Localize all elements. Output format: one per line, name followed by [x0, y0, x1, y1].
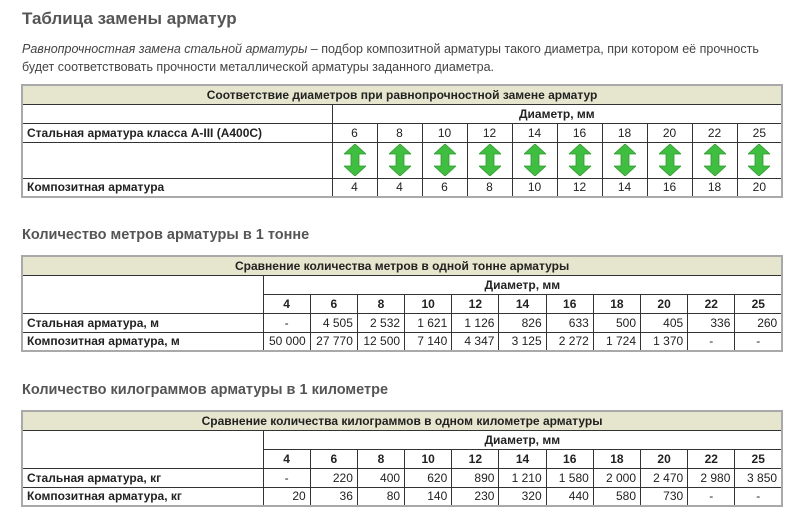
- composite-kg-cell: 20: [263, 487, 310, 506]
- table3-composite-label: Композитная арматура, кг: [22, 487, 263, 506]
- composite-kg-cell: 80: [357, 487, 404, 506]
- double-arrow-vertical-icon: [704, 144, 726, 176]
- steel-diameter-cell: 22: [692, 123, 737, 142]
- steel-kg-cell: 2 980: [688, 468, 735, 487]
- composite-meters-cell: 27 770: [310, 332, 357, 351]
- steel-diameter-cell: 16: [557, 123, 602, 142]
- composite-meters-cell: -: [688, 332, 735, 351]
- steel-diameter-cell: 18: [602, 123, 647, 142]
- double-arrow-vertical-icon: [389, 144, 411, 176]
- steel-diameter-cell: 8: [377, 123, 422, 142]
- steel-meters-cell: 260: [735, 313, 782, 332]
- double-arrow-vertical-icon: [659, 144, 681, 176]
- table2-caption: Сравнение количества метров в одной тонне арматуры: [22, 256, 782, 275]
- table1-caption: Соответствие диаметров при равнопрочностной замене арматур: [22, 85, 782, 104]
- double-arrow-vertical-icon: [524, 144, 546, 176]
- double-arrow-vertical-icon: [434, 144, 456, 176]
- table2-diameter-header: Диаметр, мм: [263, 275, 782, 294]
- diameter-header-cell: 16: [546, 294, 593, 313]
- diameter-header-cell: 16: [546, 449, 593, 468]
- composite-diameter-cell: 4: [332, 178, 377, 197]
- arrow-cell: [737, 142, 782, 178]
- arrow-cell: [602, 142, 647, 178]
- double-arrow-vertical-icon: [748, 144, 770, 176]
- diameter-header-cell: 14: [499, 449, 546, 468]
- steel-meters-cell: 4 505: [310, 313, 357, 332]
- steel-meters-cell: 633: [546, 313, 593, 332]
- steel-diameter-cell: 6: [332, 123, 377, 142]
- arrow-cell: [692, 142, 737, 178]
- composite-diameter-cell: 4: [377, 178, 422, 197]
- composite-kg-cell: 440: [546, 487, 593, 506]
- steel-meters-cell: -: [263, 313, 310, 332]
- steel-kg-cell: 1 210: [499, 468, 546, 487]
- double-arrow-vertical-icon: [344, 144, 366, 176]
- steel-diameter-cell: 10: [422, 123, 467, 142]
- table2-composite-label: Композитная арматура, м: [22, 332, 263, 351]
- composite-diameter-cell: 18: [692, 178, 737, 197]
- diameter-header-cell: 8: [357, 449, 404, 468]
- steel-kg-cell: 2 470: [641, 468, 688, 487]
- double-arrow-vertical-icon: [569, 144, 591, 176]
- composite-meters-cell: 7 140: [405, 332, 452, 351]
- composite-kg-cell: -: [735, 487, 782, 506]
- steel-meters-cell: 405: [641, 313, 688, 332]
- composite-kg-cell: 580: [593, 487, 640, 506]
- composite-meters-cell: 1 724: [593, 332, 640, 351]
- composite-meters-cell: 50 000: [263, 332, 310, 351]
- arrow-cell: [647, 142, 692, 178]
- diameter-header-cell: 25: [735, 294, 782, 313]
- arrow-cell: [557, 142, 602, 178]
- diameter-replacement-table: [21, 84, 783, 198]
- arrow-cell: [422, 142, 467, 178]
- steel-meters-cell: 1 126: [452, 313, 499, 332]
- composite-kg-cell: 320: [499, 487, 546, 506]
- table2-corner-cell: [22, 275, 263, 313]
- diameter-header-cell: 22: [688, 294, 735, 313]
- page-title: Таблица замены арматур: [22, 9, 237, 28]
- composite-meters-cell: 4 347: [452, 332, 499, 351]
- diameter-header-cell: 4: [263, 294, 310, 313]
- composite-kg-cell: 730: [641, 487, 688, 506]
- diameter-header-cell: 18: [593, 294, 640, 313]
- intro-paragraph: [22, 40, 784, 76]
- composite-kg-cell: 230: [452, 487, 499, 506]
- composite-kg-cell: -: [688, 487, 735, 506]
- composite-meters-cell: 2 272: [546, 332, 593, 351]
- table1-corner-cell: [22, 104, 332, 123]
- composite-diameter-cell: 8: [467, 178, 512, 197]
- kg-per-km-table: [21, 410, 783, 507]
- composite-diameter-cell: 10: [512, 178, 557, 197]
- steel-meters-cell: 2 532: [357, 313, 404, 332]
- composite-diameter-cell: 6: [422, 178, 467, 197]
- table3-corner-cell: [22, 430, 263, 468]
- composite-meters-cell: 1 370: [641, 332, 688, 351]
- double-arrow-vertical-icon: [614, 144, 636, 176]
- steel-kg-cell: 2 000: [593, 468, 640, 487]
- diameter-header-cell: 10: [405, 449, 452, 468]
- table3-caption: Сравнение количества килограммов в одном километре арматуры: [22, 411, 782, 430]
- arrow-cell: [512, 142, 557, 178]
- composite-meters-cell: 12 500: [357, 332, 404, 351]
- steel-kg-cell: -: [263, 468, 310, 487]
- table3-steel-label: Стальная арматура, кг: [22, 468, 263, 487]
- table3-diameter-header: Диаметр, мм: [263, 430, 782, 449]
- steel-kg-cell: 890: [452, 468, 499, 487]
- composite-kg-cell: 140: [405, 487, 452, 506]
- diameter-header-cell: 4: [263, 449, 310, 468]
- composite-meters-cell: -: [735, 332, 782, 351]
- steel-meters-cell: 826: [499, 313, 546, 332]
- arrow-cell: [332, 142, 377, 178]
- diameter-header-cell: 8: [357, 294, 404, 313]
- arrow-cell: [467, 142, 512, 178]
- steel-meters-cell: 1 621: [405, 313, 452, 332]
- composite-diameter-cell: 12: [557, 178, 602, 197]
- table1-composite-label: Композитная арматура: [22, 178, 332, 197]
- steel-meters-cell: 500: [593, 313, 640, 332]
- diameter-header-cell: 14: [499, 294, 546, 313]
- table1-diameter-header: Диаметр, мм: [332, 104, 782, 123]
- table1-arrow-label-cell: [22, 142, 332, 178]
- diameter-header-cell: 10: [405, 294, 452, 313]
- composite-diameter-cell: 20: [737, 178, 782, 197]
- diameter-header-cell: 22: [688, 449, 735, 468]
- diameter-header-cell: 20: [641, 294, 688, 313]
- diameter-header-cell: 20: [641, 449, 688, 468]
- diameter-header-cell: 25: [735, 449, 782, 468]
- meters-per-ton-table: [21, 255, 783, 352]
- steel-kg-cell: 620: [405, 468, 452, 487]
- steel-kg-cell: 220: [310, 468, 357, 487]
- diameter-header-cell: 6: [310, 294, 357, 313]
- steel-diameter-cell: 20: [647, 123, 692, 142]
- steel-meters-cell: 336: [688, 313, 735, 332]
- steel-kg-cell: 1 580: [546, 468, 593, 487]
- steel-kg-cell: 400: [357, 468, 404, 487]
- intro-text: – подбор композитной арматуры такого диаметра, при котором её прочность будет соответствовать прочности металлической арматуры заданного диаметра.: [22, 42, 759, 74]
- double-arrow-vertical-icon: [479, 144, 501, 176]
- composite-diameter-cell: 16: [647, 178, 692, 197]
- diameter-header-cell: 12: [452, 449, 499, 468]
- arrow-cell: [377, 142, 422, 178]
- table2-steel-label: Стальная арматура, м: [22, 313, 263, 332]
- table1-steel-label: Стальная арматура класса А-III (А400С): [22, 123, 332, 142]
- diameter-header-cell: 12: [452, 294, 499, 313]
- steel-kg-cell: 3 850: [735, 468, 782, 487]
- composite-kg-cell: 36: [310, 487, 357, 506]
- section-kg-per-km-title: Количество килограммов арматуры в 1 километре: [22, 382, 389, 398]
- composite-diameter-cell: 14: [602, 178, 647, 197]
- diameter-header-cell: 6: [310, 449, 357, 468]
- composite-meters-cell: 3 125: [499, 332, 546, 351]
- intro-emphasis: Равнопрочностная замена стальной арматуры: [22, 42, 308, 56]
- steel-diameter-cell: 14: [512, 123, 557, 142]
- section-meters-per-ton-title: Количество метров арматуры в 1 тонне: [22, 227, 310, 243]
- diameter-header-cell: 18: [593, 449, 640, 468]
- steel-diameter-cell: 12: [467, 123, 512, 142]
- steel-diameter-cell: 25: [737, 123, 782, 142]
